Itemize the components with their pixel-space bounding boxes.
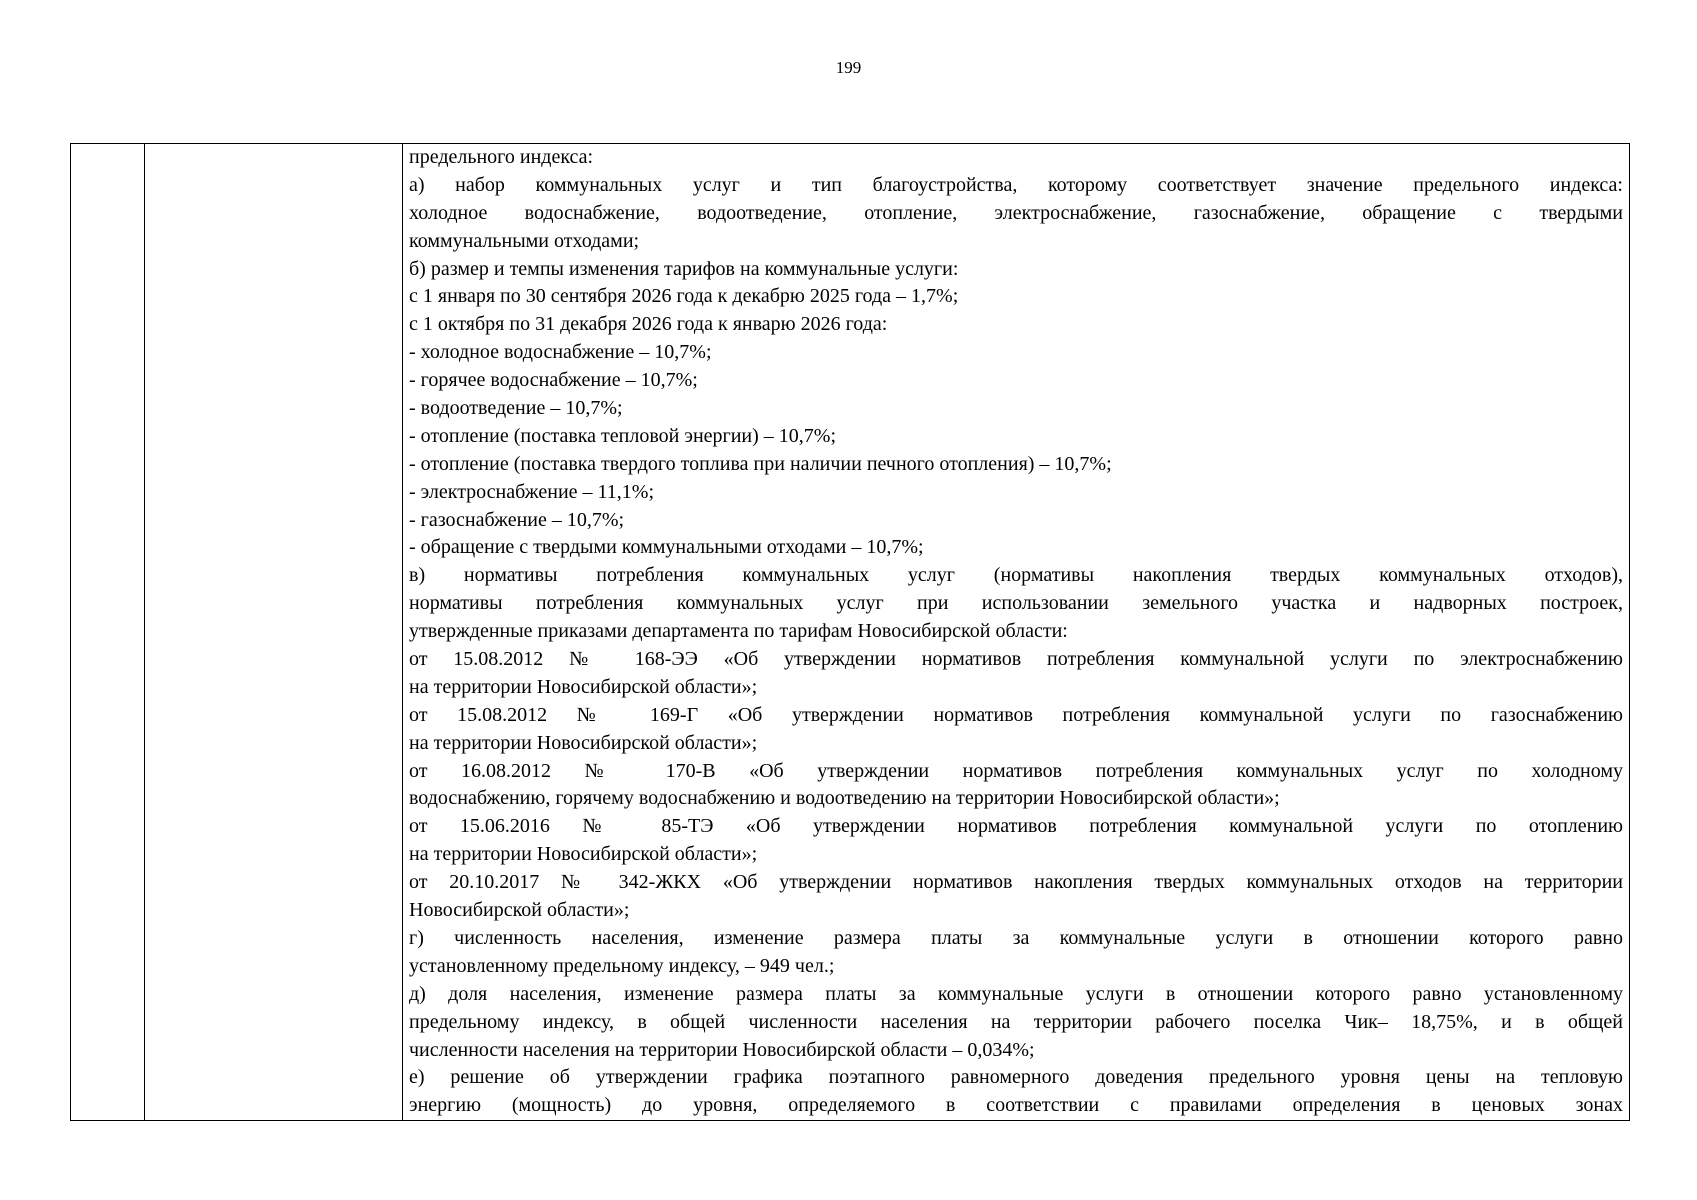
text-line: на территории Новосибирской области»; bbox=[409, 731, 758, 754]
text-line: б) размер и темпы изменения тарифов на коммунальные услуги: bbox=[409, 257, 959, 280]
text-line: с 1 октября по 31 декабря 2026 года к январю 2026 года: bbox=[409, 313, 888, 336]
text-line: водоснабжению, горячему водоснабжению и водоотведению на территории Новосибирской области»; bbox=[409, 787, 1280, 810]
text-line: д) доля населения, изменение размера платы за коммунальные услуги в отношении которого равно установленному bbox=[409, 982, 1623, 1005]
text-line: на территории Новосибирской области»; bbox=[409, 675, 758, 698]
text-line: предельного индекса: bbox=[409, 146, 594, 168]
text-line: на территории Новосибирской области»; bbox=[409, 843, 758, 866]
column-divider-1 bbox=[144, 144, 145, 1120]
text-line: от 15.06.2016 № 85-ТЭ «Об утверждении нормативов потребления коммунальной услуги по отоплению bbox=[409, 815, 1623, 838]
text-line: предельному индексу, в общей численности населения на территории рабочего поселка Чик– 18,75%, и в общей bbox=[409, 1010, 1623, 1033]
text-line: численности населения на территории Новосибирской области – 0,034%; bbox=[409, 1038, 1035, 1061]
text-line: энергию (мощность) до уровня, определяемого в соответствии с правилами определения в ценовых зонах bbox=[409, 1094, 1623, 1117]
text-line: - горячее водоснабжение – 10,7%; bbox=[409, 369, 698, 392]
text-line: коммунальными отходами; bbox=[409, 229, 640, 252]
text-line: - газоснабжение – 10,7%; bbox=[409, 508, 625, 531]
text-line: от 15.08.2012 № 168-ЭЭ «Об утверждении нормативов потребления коммунальной услуги по электроснабжению bbox=[409, 648, 1623, 671]
page-number: 199 bbox=[835, 58, 862, 77]
text-line: от 20.10.2017 № 342-ЖКХ «Об утверждении нормативов накопления твердых коммунальных отходов на территории bbox=[409, 871, 1623, 894]
text-line: - водоотведение – 10,7%; bbox=[409, 397, 623, 420]
text-line: утвержденные приказами департамента по тарифам Новосибирской области: bbox=[409, 620, 1068, 643]
text-line: - холодное водоснабжение – 10,7%; bbox=[409, 341, 712, 364]
text-line: - электроснабжение – 11,1%; bbox=[409, 480, 654, 503]
document-table bbox=[70, 143, 1630, 1121]
table-cell-text bbox=[409, 144, 1623, 1120]
text-line: г) численность населения, изменение размера платы за коммунальные услуги в отношении которого равно bbox=[409, 926, 1623, 949]
text-line: в) нормативы потребления коммунальных услуг (нормативы накопления твердых коммунальных отходов), bbox=[409, 564, 1623, 587]
text-line: Новосибирской области»; bbox=[409, 899, 630, 922]
text-line: от 16.08.2012 № 170-В «Об утверждении нормативов потребления коммунальных услуг по холодному bbox=[409, 759, 1623, 782]
text-line: е) решение об утверждении графика поэтапного равномерного доведения предельного уровня цены на тепловую bbox=[409, 1066, 1623, 1089]
text-line: - отопление (поставка твердого топлива при наличии печного отопления) – 10,7%; bbox=[409, 452, 1112, 475]
text-line: холодное водоснабжение, водоотведение, отопление, электроснабжение, газоснабжение, обращение с твердыми bbox=[409, 201, 1623, 224]
text-line: - отопление (поставка тепловой энергии) – 10,7%; bbox=[409, 424, 837, 447]
text-line: - обращение с твердыми коммунальными отходами – 10,7%; bbox=[409, 536, 924, 559]
text-line: установленному предельному индексу, – 949 чел.; bbox=[409, 954, 835, 977]
column-divider-2 bbox=[402, 144, 403, 1120]
text-line: а) набор коммунальных услуг и тип благоустройства, которому соответствует значение предельного индекса: bbox=[409, 173, 1623, 196]
text-line: от 15.08.2012 № 169-Г «Об утверждении нормативов потребления коммунальной услуги по газоснабжению bbox=[409, 703, 1623, 726]
text-line: нормативы потребления коммунальных услуг при использовании земельного участка и надворных построек, bbox=[409, 592, 1623, 615]
text-line: с 1 января по 30 сентября 2026 года к декабрю 2025 года – 1,7%; bbox=[409, 285, 959, 308]
